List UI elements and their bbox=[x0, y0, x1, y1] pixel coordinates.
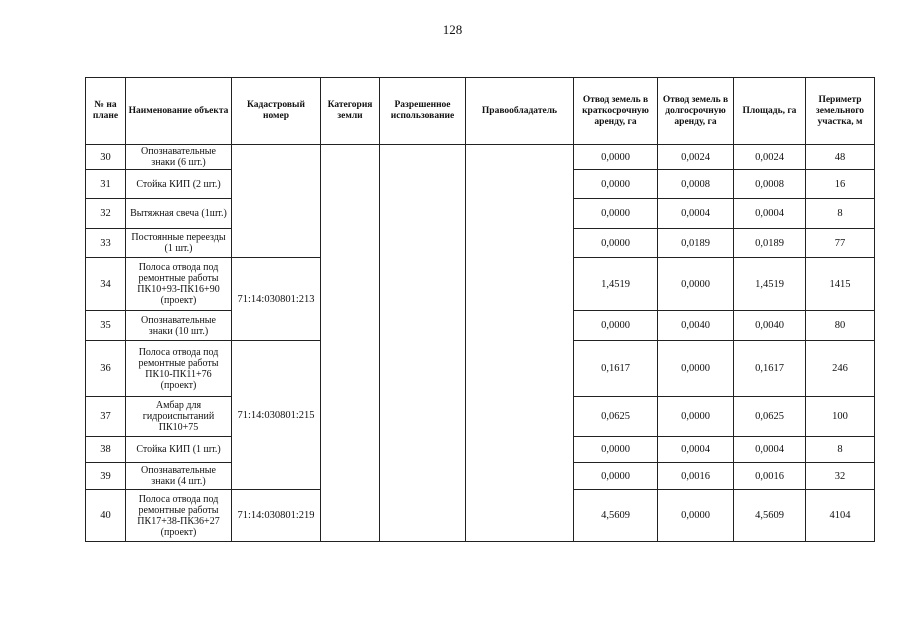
short-term-lease: 0,0000 bbox=[574, 145, 658, 170]
perimeter: 8 bbox=[806, 437, 875, 463]
short-term-lease: 0,1617 bbox=[574, 341, 658, 397]
perimeter: 100 bbox=[806, 397, 875, 437]
perimeter: 48 bbox=[806, 145, 875, 170]
header-plan-number: № на плане bbox=[86, 78, 126, 145]
land-allocation-table bbox=[85, 77, 875, 542]
object-name: Вытяжная свеча (1шт.) bbox=[126, 199, 232, 229]
cadastral-number: 71:14:030801:213 bbox=[232, 258, 321, 341]
perimeter: 8 bbox=[806, 199, 875, 229]
object-name: Полоса отвода под ремонтные работы ПК10+93-ПК16+90 (проект) bbox=[126, 258, 232, 311]
short-term-lease: 0,0625 bbox=[574, 397, 658, 437]
header-right-holder: Правообладатель bbox=[466, 78, 574, 145]
long-term-lease: 0,0000 bbox=[658, 490, 734, 542]
header-short-term-lease: Отвод земель в краткосрочную аренду, га bbox=[574, 78, 658, 145]
plan-number: 37 bbox=[86, 397, 126, 437]
cadastral-number: 71:14:030801:219 bbox=[232, 490, 321, 542]
plan-number: 30 bbox=[86, 145, 126, 170]
header-long-term-lease: Отвод земель в долгосрочную аренду, га bbox=[658, 78, 734, 145]
plan-number: 35 bbox=[86, 311, 126, 341]
short-term-lease: 0,0000 bbox=[574, 170, 658, 199]
short-term-lease: 1,4519 bbox=[574, 258, 658, 311]
plan-number: 34 bbox=[86, 258, 126, 311]
plan-number: 32 bbox=[86, 199, 126, 229]
long-term-lease: 0,0004 bbox=[658, 199, 734, 229]
header-cadastral-number: Кадастровый номер bbox=[232, 78, 321, 145]
plan-number: 40 bbox=[86, 490, 126, 542]
header-area: Площадь, га bbox=[734, 78, 806, 145]
short-term-lease: 0,0000 bbox=[574, 311, 658, 341]
cadastral-number: 71:14:030801:215 bbox=[232, 341, 321, 490]
object-name: Постоянные переезды (1 шт.) bbox=[126, 229, 232, 258]
short-term-lease: 4,5609 bbox=[574, 490, 658, 542]
perimeter: 16 bbox=[806, 170, 875, 199]
area: 0,0189 bbox=[734, 229, 806, 258]
plan-number: 38 bbox=[86, 437, 126, 463]
area: 4,5609 bbox=[734, 490, 806, 542]
area: 0,0024 bbox=[734, 145, 806, 170]
header-perimeter: Периметр земельного участка, м bbox=[806, 78, 875, 145]
object-name: Опознавательные знаки (4 шт.) bbox=[126, 463, 232, 490]
perimeter: 77 bbox=[806, 229, 875, 258]
land-category-cell bbox=[321, 145, 380, 542]
header-land-category: Категория земли bbox=[321, 78, 380, 145]
area: 0,0004 bbox=[734, 199, 806, 229]
object-name: Опознавательные знаки (6 шт.) bbox=[126, 145, 232, 170]
area: 0,0008 bbox=[734, 170, 806, 199]
perimeter: 80 bbox=[806, 311, 875, 341]
plan-number: 39 bbox=[86, 463, 126, 490]
short-term-lease: 0,0000 bbox=[574, 199, 658, 229]
long-term-lease: 0,0000 bbox=[658, 397, 734, 437]
area: 0,0016 bbox=[734, 463, 806, 490]
perimeter: 1415 bbox=[806, 258, 875, 311]
plan-number: 36 bbox=[86, 341, 126, 397]
area: 0,1617 bbox=[734, 341, 806, 397]
area: 1,4519 bbox=[734, 258, 806, 311]
area: 0,0040 bbox=[734, 311, 806, 341]
header-row bbox=[86, 78, 875, 145]
short-term-lease: 0,0000 bbox=[574, 437, 658, 463]
long-term-lease: 0,0004 bbox=[658, 437, 734, 463]
perimeter: 4104 bbox=[806, 490, 875, 542]
header-permitted-use: Разрешенное использование bbox=[380, 78, 466, 145]
plan-number: 31 bbox=[86, 170, 126, 199]
permitted-use-cell bbox=[380, 145, 466, 542]
short-term-lease: 0,0000 bbox=[574, 229, 658, 258]
right-holder-cell bbox=[466, 145, 574, 542]
page-number: 128 bbox=[442, 22, 463, 37]
header-object-name: Наименование объекта bbox=[126, 78, 232, 145]
area: 0,0625 bbox=[734, 397, 806, 437]
area: 0,0004 bbox=[734, 437, 806, 463]
long-term-lease: 0,0024 bbox=[658, 145, 734, 170]
long-term-lease: 0,0016 bbox=[658, 463, 734, 490]
long-term-lease: 0,0000 bbox=[658, 258, 734, 311]
cadastral-cell-empty bbox=[232, 145, 321, 258]
object-name: Стойка КИП (2 шт.) bbox=[126, 170, 232, 199]
plan-number: 33 bbox=[86, 229, 126, 258]
short-term-lease: 0,0000 bbox=[574, 463, 658, 490]
long-term-lease: 0,0040 bbox=[658, 311, 734, 341]
object-name: Амбар для гидроиспытаний ПК10+75 bbox=[126, 397, 232, 437]
long-term-lease: 0,0000 bbox=[658, 341, 734, 397]
object-name: Стойка КИП (1 шт.) bbox=[126, 437, 232, 463]
object-name: Опознавательные знаки (10 шт.) bbox=[126, 311, 232, 341]
table-row bbox=[86, 145, 875, 170]
object-name: Полоса отвода под ремонтные работы ПК10-ПК11+76 (проект) bbox=[126, 341, 232, 397]
long-term-lease: 0,0189 bbox=[658, 229, 734, 258]
long-term-lease: 0,0008 bbox=[658, 170, 734, 199]
object-name: Полоса отвода под ремонтные работы ПК17+38-ПК36+27 (проект) bbox=[126, 490, 232, 542]
perimeter: 246 bbox=[806, 341, 875, 397]
perimeter: 32 bbox=[806, 463, 875, 490]
